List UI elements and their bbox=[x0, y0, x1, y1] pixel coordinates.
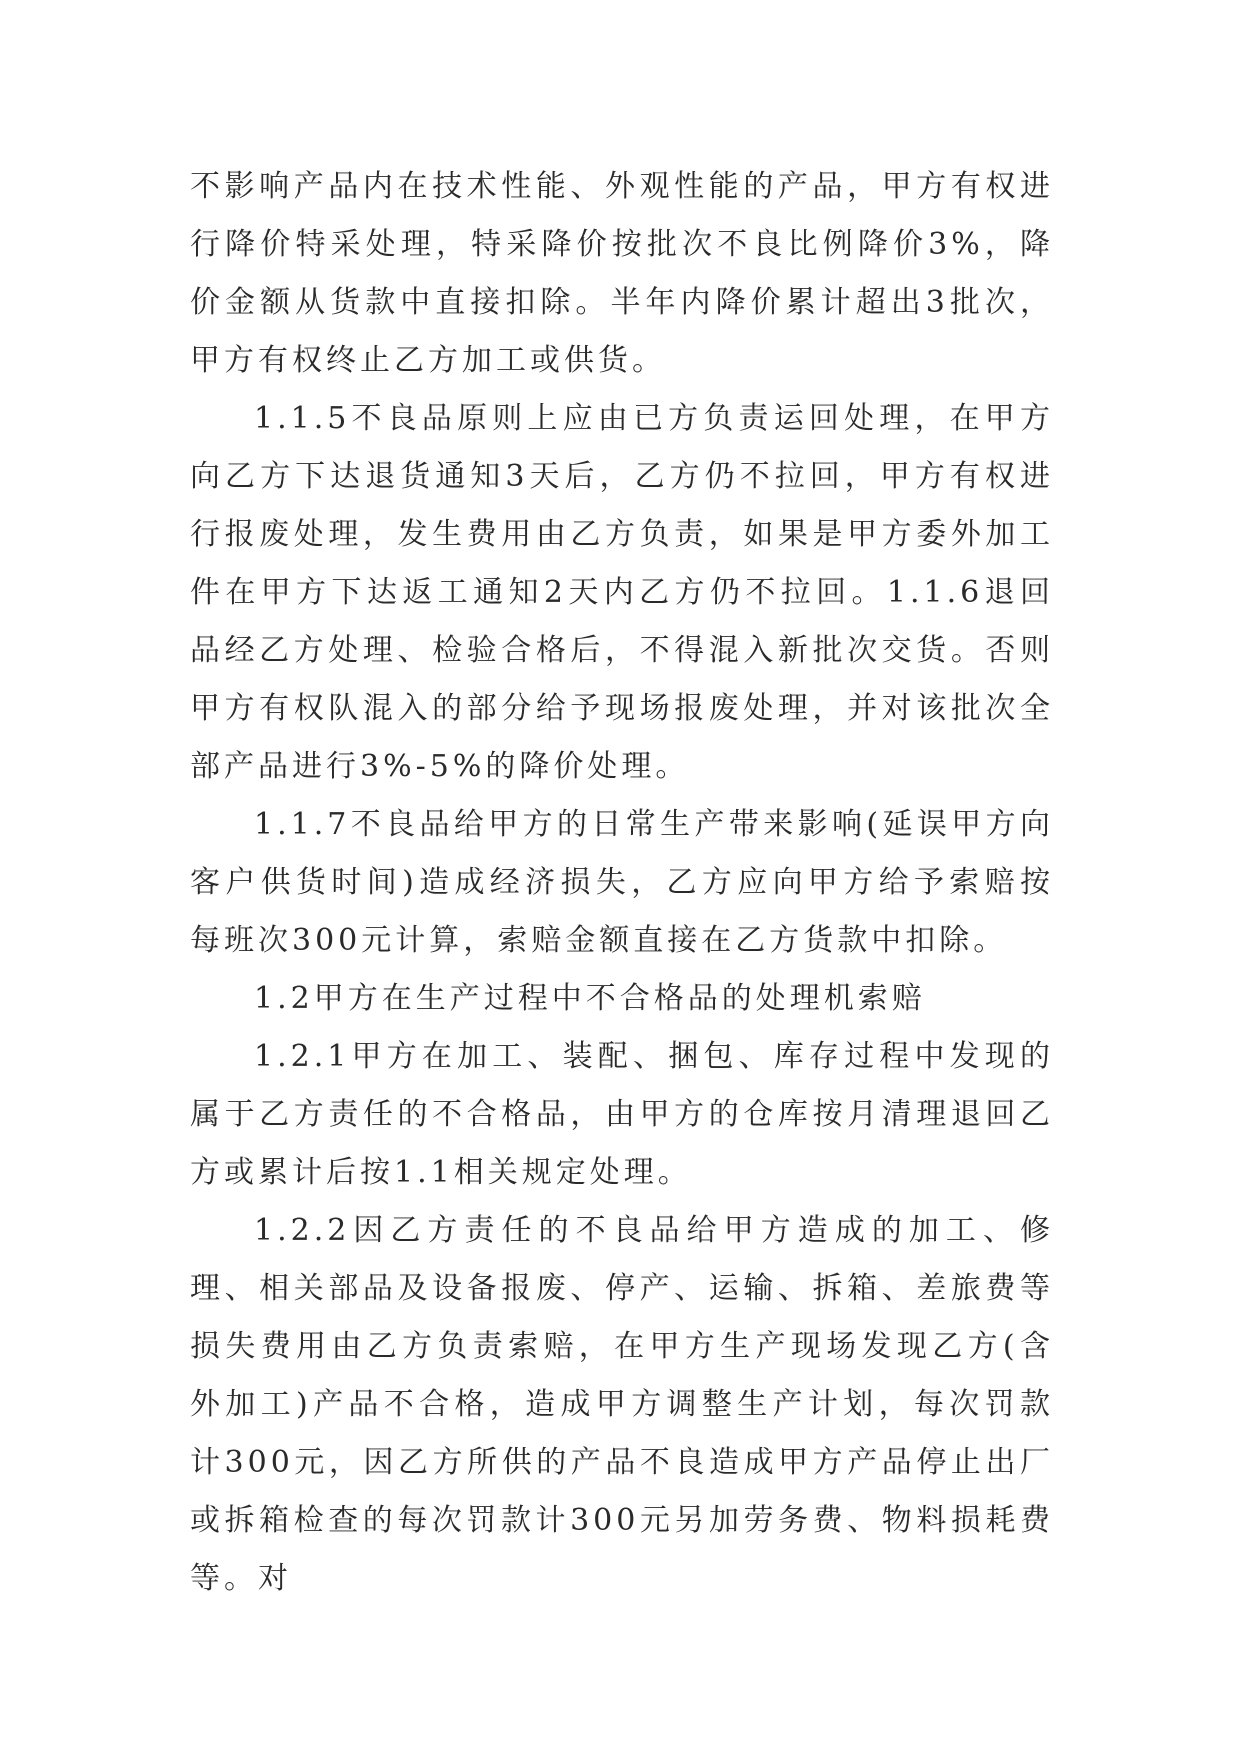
paragraph-1-1-7: 1.1.7不良品给甲方的日常生产带来影响(延误甲方向客户供货时间)造成经济损失，乙方应向甲方给予索赔按每班次300元计算，索赔金额直接在乙方货款中扣除。 bbox=[190, 807, 1054, 958]
paragraph-1-1-5: 1.1.5不良品原则上应由已方负责运回处理，在甲方向乙方下达退货通知3天后，乙方仍不拉回，甲方有权进行报废处理，发生费用由乙方负责，如果是甲方委外加工件在甲方下达返工通知2天内乙方仍不拉回。1.1.6退回品经乙方处理、检验合格后，不得混入新批次交货。否则甲方有权队混入的部分给予现场报废处理，并对该批次全部产品进行3%-5%的降价处理。 bbox=[190, 401, 1054, 784]
document-body bbox=[190, 158, 1054, 1608]
paragraph-1-2-1: 1.2.1甲方在加工、装配、捆包、库存过程中发现的属于乙方责任的不合格品，由甲方的仓库按月清理退回乙方或累计后按1.1相关规定处理。 bbox=[190, 1039, 1054, 1190]
paragraph-1-2-2: 1.2.2因乙方责任的不良品给甲方造成的加工、修理、相关部品及设备报废、停产、运输、拆箱、差旅费等损失费用由乙方负责索赔，在甲方生产现场发现乙方(含外加工)产品不合格，造成甲方调整生产计划，每次罚款计300元，因乙方所供的产品不良造成甲方产品停止出厂或拆箱检查的每次罚款计300元另加劳务费、物料损耗费等。对 bbox=[190, 1213, 1054, 1596]
section-heading-1-2: 1.2甲方在生产过程中不合格品的处理机索赔 bbox=[254, 981, 926, 1016]
paragraph-price-reduction: 不影响产品内在技术性能、外观性能的产品，甲方有权进行降价特采处理，特采降价按批次不良比例降价3%，降价金额从货款中直接扣除。半年内降价累计超出3批次，甲方有权终止乙方加工或供货。 bbox=[190, 169, 1054, 378]
